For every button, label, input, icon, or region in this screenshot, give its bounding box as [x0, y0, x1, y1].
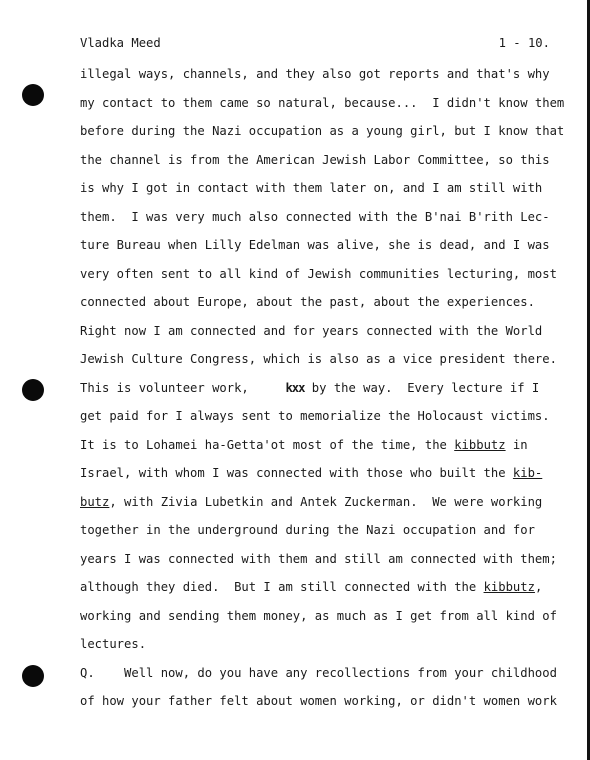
- underlined-term: butz: [80, 494, 110, 509]
- transcript-line: years I was connected with them and still am connected with them;: [80, 551, 557, 566]
- punch-hole: [22, 665, 44, 687]
- line-text: ,: [534, 580, 543, 594]
- transcript-line: together in the underground during the Nazi occupation and for: [80, 523, 535, 537]
- struck-out-text: kxx: [285, 380, 305, 395]
- transcript-line: [80, 378, 550, 407]
- transcript-line: very often sent to all kind of Jewish communities lecturing, most: [80, 266, 557, 281]
- transcript-line: [80, 463, 550, 492]
- transcript-line: connected about Europe, about the past, about the experiences.: [80, 295, 535, 309]
- transcript-line: [80, 492, 550, 521]
- line-text: Israel, with whom I was connected with those who built the: [80, 466, 513, 480]
- transcript-line: [80, 577, 550, 606]
- transcript-line: before during the Nazi occupation as a young girl, but I know that: [80, 124, 565, 138]
- transcript-line: ture Bureau when Lilly Edelman was alive, she is dead, and I was: [80, 238, 550, 252]
- transcript-body: [80, 64, 565, 720]
- underlined-term: kib-: [512, 466, 543, 480]
- transcript-line: lectures.: [80, 637, 147, 651]
- transcript-line: [80, 435, 550, 464]
- transcript-line: working and sending them money, as much as I get from all kind of: [80, 608, 557, 623]
- transcript-line: them. I was very much also connected with the B'nai B'rith Lec-: [80, 209, 550, 224]
- underlined-term: kibbutz: [483, 580, 535, 594]
- interviewee-name: Vladka Meed: [80, 36, 161, 50]
- transcript-line: is why I got in contact with them later on, and I am still with: [80, 181, 543, 195]
- transcript-line: illegal ways, channels, and they also got reports and that's why: [80, 67, 550, 81]
- line-text: It is to Lohamei ha-Getta'ot most of the time, the: [80, 437, 455, 452]
- punch-hole: [22, 379, 44, 401]
- page-number: 1 - 10.: [498, 36, 550, 50]
- transcript-line: Q. Well now, do you have any recollections from your childhood: [80, 665, 557, 680]
- page-header: [80, 36, 550, 54]
- transcript-line: Right now I am connected and for years connected with the World: [80, 323, 543, 338]
- line-text: although they died. But I am still connected with the: [80, 580, 484, 594]
- transcript-line: the channel is from the American Jewish Labor Committee, so this: [80, 152, 550, 167]
- transcript-line: Jewish Culture Congress, which is also as a vice president there.: [80, 352, 557, 366]
- underlined-term: kibbutz: [454, 437, 506, 452]
- line-text: This is volunteer work,: [80, 380, 286, 395]
- line-text: by the way. Every lecture if I: [304, 380, 540, 395]
- line-text: , with Zivia Lubetkin and Antek Zuckerman. We were working: [109, 494, 543, 509]
- transcript-line: my contact to them came so natural, because... I didn't know them: [80, 95, 565, 110]
- line-text: in: [505, 437, 528, 452]
- transcript-line: get paid for I always sent to memorialize the Holocaust victims.: [80, 409, 550, 423]
- punch-hole: [22, 84, 44, 106]
- transcript-line: of how your father felt about women working, or didn't women work: [80, 694, 557, 708]
